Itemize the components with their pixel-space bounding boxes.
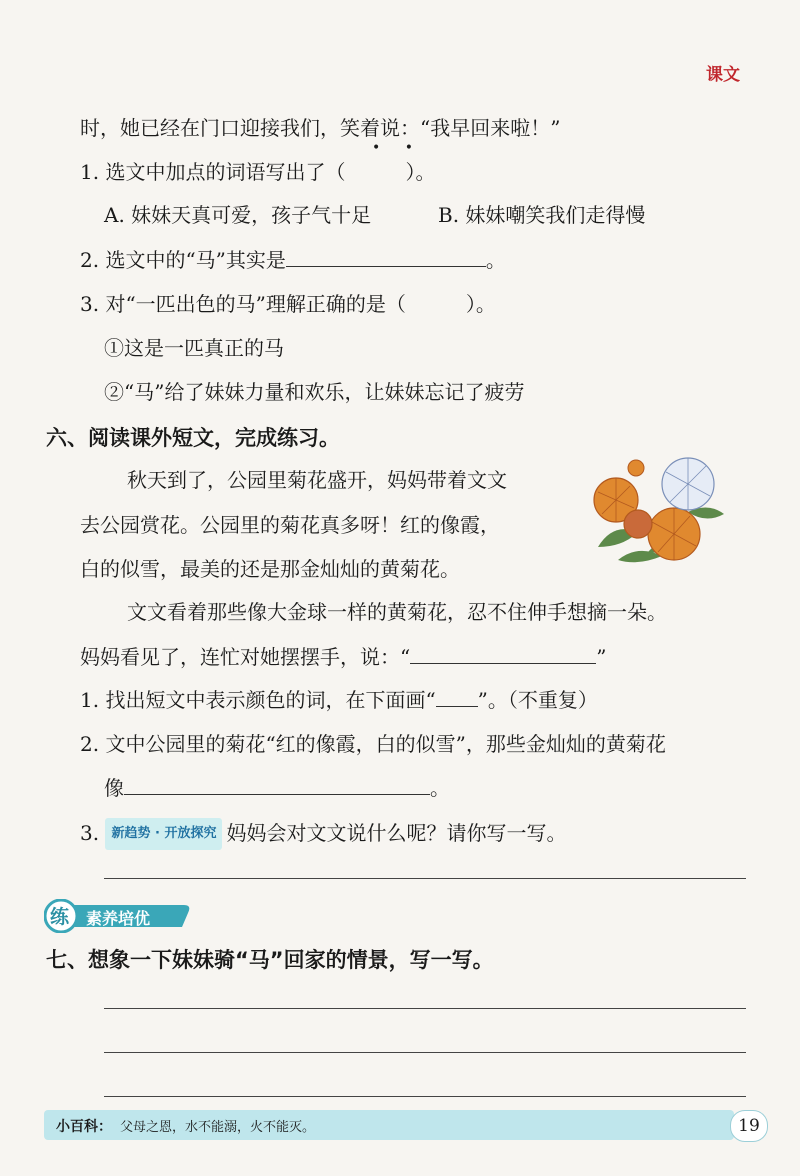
trend-tag: 新趋势 · 开放探究 xyxy=(105,818,222,850)
writing-line[interactable] xyxy=(104,1008,746,1009)
page-number: 19 xyxy=(730,1110,768,1142)
question-2 xyxy=(80,246,506,274)
passage-line: 文文看着那些像大金球一样的黄菊花，忍不住伸手想摘一朵。 xyxy=(127,600,667,624)
question-text: 妈妈会对文文说什么呢？请你写一写。 xyxy=(226,821,567,845)
question-number: 3. xyxy=(80,821,100,845)
question-1: 1. 选文中加点的词语写出了（ ）。 xyxy=(80,160,436,184)
question-1 xyxy=(80,686,598,714)
option-b: B. 妹妹嘲笑我们走得慢 xyxy=(438,203,646,227)
section-6-heading: 六、阅读课外短文，完成练习。 xyxy=(46,426,340,450)
practice-banner xyxy=(44,899,192,933)
question-2-text: 2. 选文中的“马”其实是 xyxy=(80,248,286,272)
passage-line: 白的似雪，最美的还是那金灿灿的黄菊花。 xyxy=(80,557,460,581)
answer-blank[interactable] xyxy=(286,248,486,267)
question-2-suffix: 。 xyxy=(485,248,506,272)
chrysanthemum-illustration xyxy=(578,452,740,566)
question-text: 1. 找出短文中表示颜色的词，在下面画“ xyxy=(80,688,436,712)
section-label: 课文 xyxy=(706,65,740,85)
question-3 xyxy=(80,818,566,850)
passage-line: 时，她已经在门口迎接我们，笑着说：“我早回来啦！” xyxy=(80,116,561,140)
answer-blank[interactable] xyxy=(124,776,430,795)
question-text: 像 xyxy=(104,776,124,800)
section-7-heading: 七、想象一下妹妹骑“马”回家的情景，写一写。 xyxy=(46,948,494,972)
question-2-line-2 xyxy=(104,774,450,802)
question-suffix: ”。（不重复） xyxy=(477,688,598,712)
writing-line[interactable] xyxy=(104,1052,746,1053)
question-2: 2. 文中公园里的菊花“红的像霞，白的似雪”，那些金灿灿的黄菊花 xyxy=(80,732,666,756)
question-suffix: 。 xyxy=(430,776,450,800)
passage-text: 妈妈看见了，连忙对她摆摆手，说：“ xyxy=(80,645,411,669)
banner-title: 素养培优 xyxy=(86,909,151,928)
answer-blank[interactable] xyxy=(410,645,596,664)
footer-text: 父母之恩，水不能溺，火不能灭。 xyxy=(120,1120,316,1135)
passage-line: 去公园赏花。公园里的菊花真多呀！红的像霞， xyxy=(80,513,500,537)
answer-line[interactable] xyxy=(104,878,746,879)
emphasis-dots: • • xyxy=(372,140,423,156)
option-1: ①这是一匹真正的马 xyxy=(104,336,284,360)
passage-line xyxy=(80,643,606,671)
option-2: ②“马”给了妹妹力量和欢乐，让妹妹忘记了疲劳 xyxy=(104,380,525,404)
question-3: 3. 对“一匹出色的马”理解正确的是（ ）。 xyxy=(80,292,496,316)
underline-sample xyxy=(436,688,478,707)
closing-quote: ” xyxy=(596,645,607,669)
option-a: A. 妹妹天真可爱，孩子气十足 xyxy=(104,203,372,227)
practice-badge: 练 xyxy=(50,906,70,928)
footer-label: 小百科： xyxy=(56,1119,112,1135)
encyclopedia-footer xyxy=(44,1110,734,1140)
passage-line: 秋天到了，公园里菊花盛开，妈妈带着文文 xyxy=(127,468,507,492)
writing-line[interactable] xyxy=(104,1096,746,1097)
